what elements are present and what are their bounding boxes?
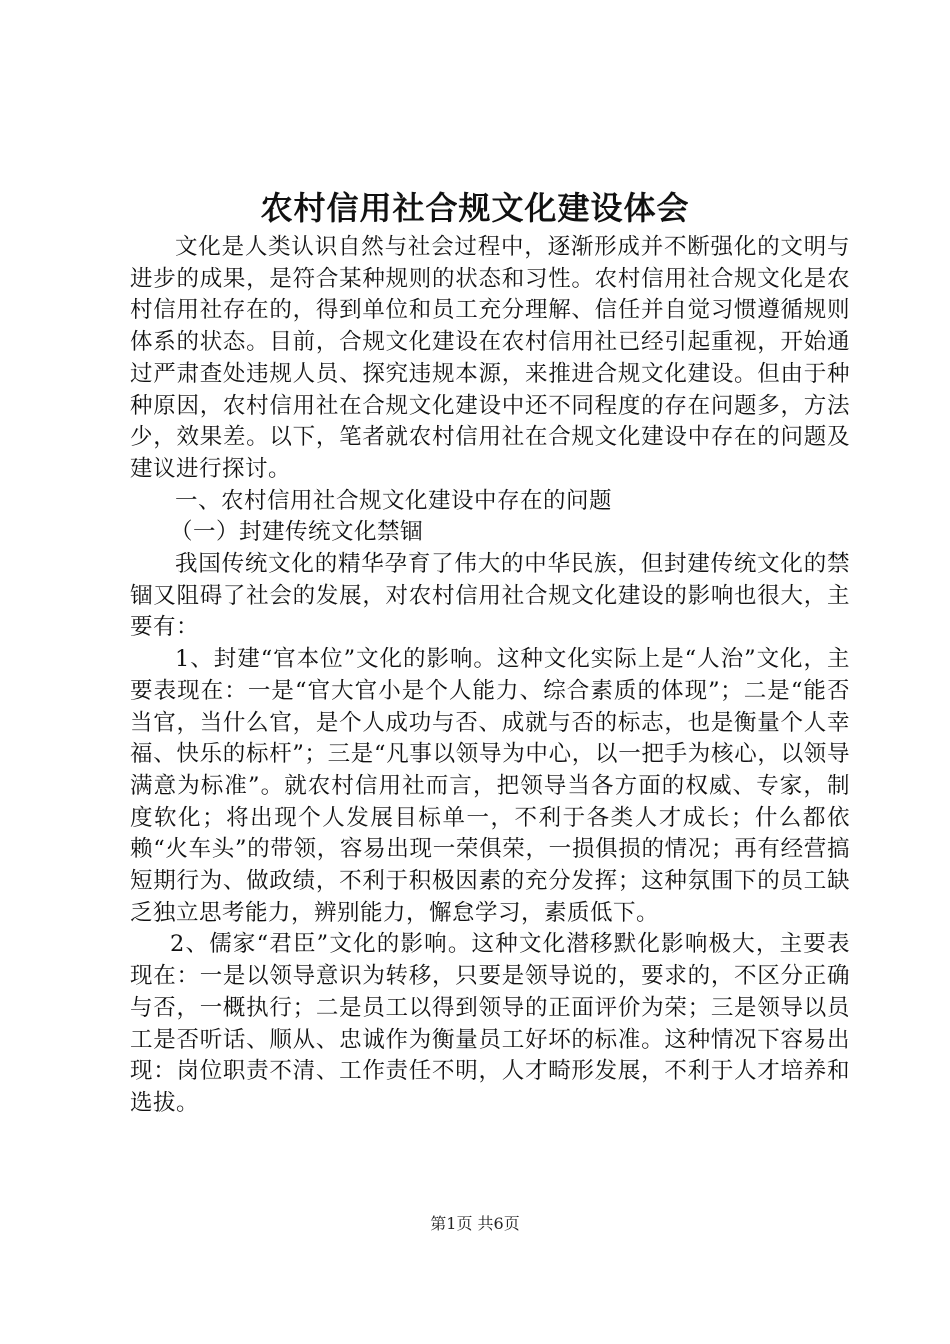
page-footer: 第1页 共6页	[430, 1214, 520, 1233]
subsection-heading-1: （一）封建传统文化禁锢	[170, 519, 424, 546]
document-body	[130, 232, 850, 1120]
document-title: 农村信用社合规文化建设体会	[260, 189, 690, 227]
paragraph-guanbenwei: 1、封建“官本位”文化的影响。这种文化实际上是“人治”文化，主要表现在：一是“官大官小是个人能力、综合素质的体现”；二是“能否当官，当什么官，是个人成功与否、成就与否的标志，也是衡量个人幸福、快乐的标杆”；三是“凡事以领导为中心，以一把手为核心，以领导满意为标准”。就农村信用社而言，把领导当各方面的权威、专家，制度软化；将出现个人发展目标单一，不利于各类人才成长；什么都依赖“火车头”的带领，容易出现一荣俱荣，一损俱损的情况；再有经营搞短期行为、做政绩，不利于积极因素的充分发挥；这种氛围下的员工缺乏独立思考能力，辨别能力，懈怠学习，素质低下。	[130, 646, 850, 926]
section-heading-1: 一、农村信用社合规文化建设中存在的问题	[175, 487, 613, 514]
paragraph-tradition: 我国传统文化的精华孕育了伟大的中华民族，但封建传统文化的禁锢又阻碍了社会的发展，对农村信用社合规文化建设的影响也很大，主要有：	[130, 551, 850, 641]
paragraph-intro: 文化是人类认识自然与社会过程中，逐渐形成并不断强化的文明与进步的成果，是符合某种规则的状态和习性。农村信用社合规文化是农村信用社存在的，得到单位和员工充分理解、信任并自觉习惯遵循规则体系的状态。目前，合规文化建设在农村信用社已经引起重视，开始通过严肃查处违规人员、探究违规本源，来推进合规文化建设。但由于种种原因，农村信用社在合规文化建设中还不同程度的存在问题多，方法少，效果差。以下，笔者就农村信用社在合规文化建设中存在的问题及建议进行探讨。	[130, 234, 850, 482]
paragraph-junchen: 2、儒家“君臣”文化的影响。这种文化潜移默化影响极大，主要表现在：一是以领导意识为转移，只要是领导说的，要求的，不区分正确与否，一概执行；二是员工以得到领导的正面评价为荣；三是领导以员工是否听话、顺从、忠诚作为衡量员工好坏的标准。这种情况下容易出现：岗位职责不清、工作责任不明，人才畸形发展，不利于人才培养和选拔。	[130, 931, 850, 1116]
